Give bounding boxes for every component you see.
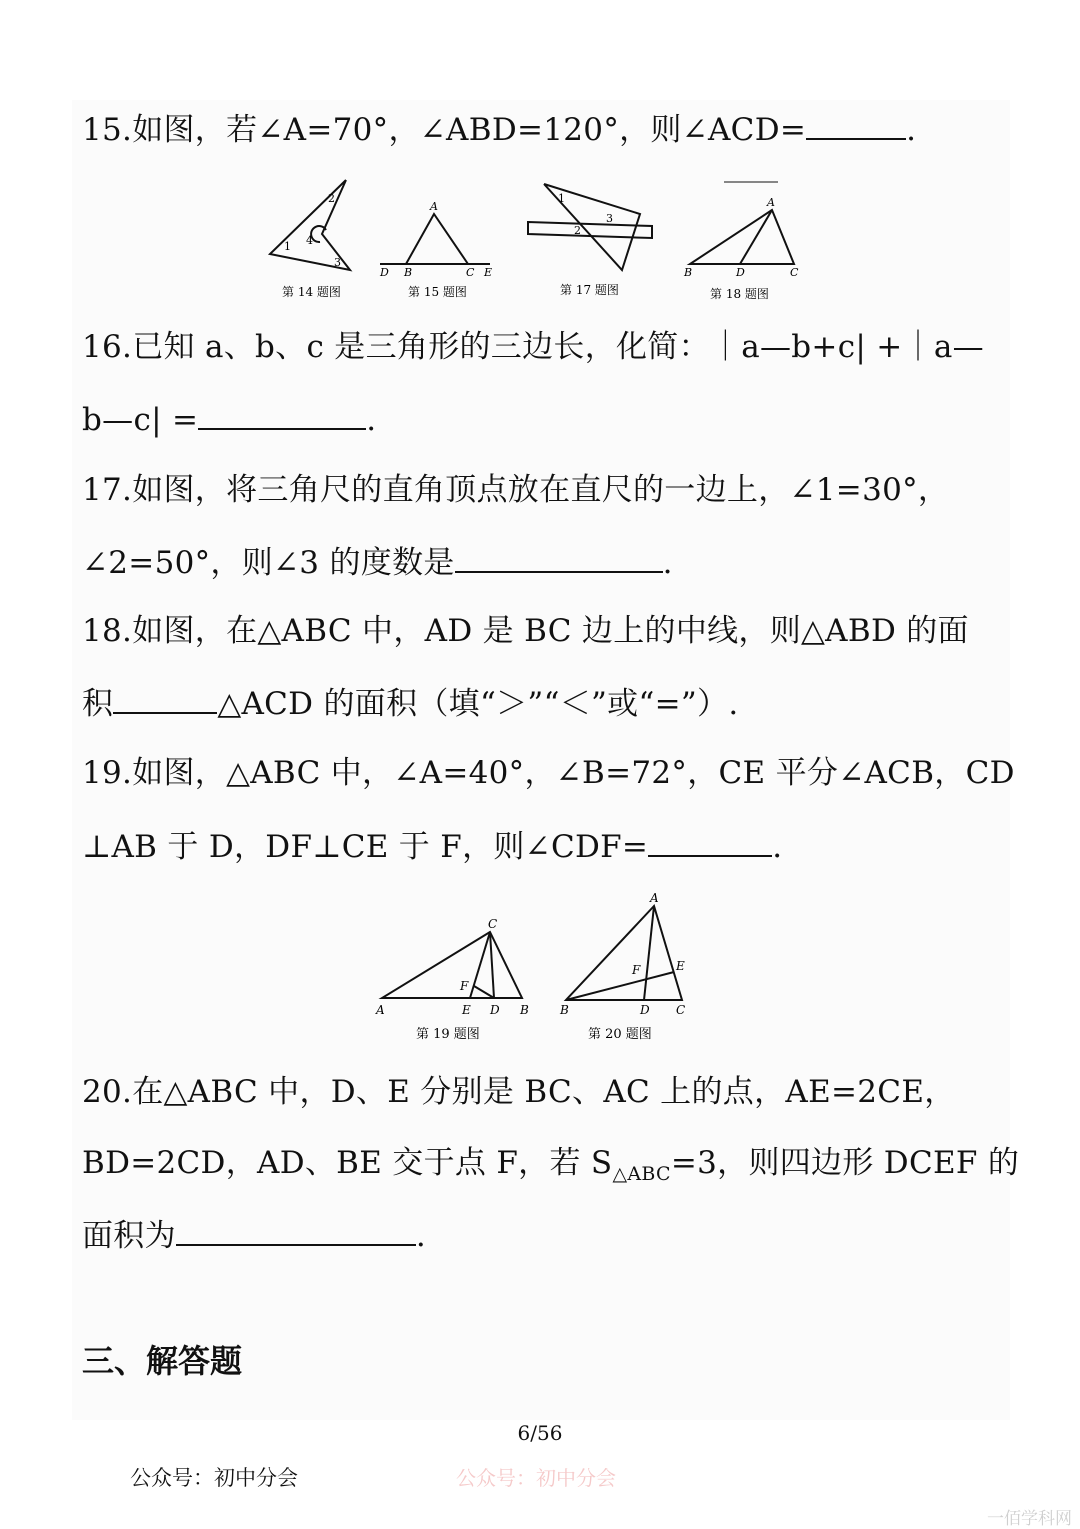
question-16-line2-text: b—c| = xyxy=(82,402,199,438)
page-number: 6/56 xyxy=(517,1421,563,1445)
question-20-line2 xyxy=(82,1143,1019,1194)
fig19-label-D: D xyxy=(490,1003,500,1017)
figure-20 xyxy=(566,906,682,1000)
figures-row-bottom xyxy=(370,888,700,1048)
question-19-line2 xyxy=(82,825,782,867)
question-17-end: . xyxy=(662,545,673,581)
footer-watermark: 公众号：初中分会 xyxy=(456,1466,616,1490)
figure-18 xyxy=(690,182,794,264)
fig17-caption: 第 17 题图 xyxy=(560,283,619,297)
question-19-end: . xyxy=(772,829,783,865)
fig19-label-A: A xyxy=(376,1003,385,1017)
fig17-label-3: 3 xyxy=(606,212,613,225)
answer-blank-20[interactable] xyxy=(176,1214,416,1246)
answer-blank-18[interactable] xyxy=(113,682,217,714)
fig19-label-C: C xyxy=(488,917,498,931)
footer-account: 公众号：初中分会 xyxy=(130,1466,298,1490)
fig18-label-D: D xyxy=(736,266,745,279)
fig15-caption: 第 15 题图 xyxy=(408,285,467,299)
fig15-label-D: D xyxy=(380,266,389,279)
answer-blank-17[interactable] xyxy=(455,541,663,573)
question-20-end: . xyxy=(415,1218,427,1254)
fig19-caption: 第 19 题图 xyxy=(416,1027,480,1042)
question-18-line2-start: 积 xyxy=(82,686,114,722)
question-20-line2-start: BD=2CD，AD、BE 交于点 F，若 S xyxy=(82,1145,613,1181)
fig20-label-E: E xyxy=(676,959,685,973)
fig19-label-B: B xyxy=(520,1003,529,1017)
question-15-end: . xyxy=(906,112,917,148)
question-20-line2-end: =3，则四边形 DCEF 的 xyxy=(670,1145,1020,1181)
fig19-label-F: F xyxy=(460,979,469,993)
fig20-label-C: C xyxy=(676,1003,686,1017)
question-20-line3 xyxy=(82,1214,426,1256)
fig18-caption: 第 18 题图 xyxy=(710,287,769,301)
fig19-label-E: E xyxy=(462,1003,471,1017)
fig17-label-1: 1 xyxy=(558,192,565,205)
question-20-line1: 20.在△ABC 中，D、E 分别是 BC、AC 上的点，AE=2CE， xyxy=(82,1074,956,1110)
question-18-line2 xyxy=(82,682,738,724)
question-19-line2-text: ⊥AB 于 D，DF⊥CE 于 F，则∠CDF= xyxy=(82,829,649,865)
fig20-label-F: F xyxy=(632,963,641,977)
question-16-line1: 16.已知 a、b、c 是三角形的三边长，化简：｜a—b+c| +｜a— xyxy=(82,329,984,365)
area-subscript: △ABC xyxy=(612,1163,671,1186)
fig15-label-A: A xyxy=(430,200,438,213)
question-15 xyxy=(82,108,916,150)
fig15-label-C: C xyxy=(466,266,475,279)
figure-15 xyxy=(380,214,490,264)
fig17-label-2: 2 xyxy=(574,224,581,237)
question-17-line2 xyxy=(82,541,673,583)
figures-row-top xyxy=(262,172,822,307)
question-18-line1: 18.如图，在△ABC 中，AD 是 BC 边上的中线，则△ABD 的面 xyxy=(82,613,969,649)
question-19-line1: 19.如图，△ABC 中，∠A=40°，∠B=72°，CE 平分∠ACB，CD xyxy=(82,755,1015,791)
fig15-label-E: E xyxy=(484,266,493,279)
fig20-label-B: B xyxy=(560,1003,569,1017)
section-heading: 三、解答题 xyxy=(82,1342,243,1380)
answer-blank-19[interactable] xyxy=(648,825,772,857)
answer-blank-16[interactable] xyxy=(198,398,366,430)
fig14-label-2: 2 xyxy=(328,192,335,205)
site-watermark: 一佰学科网 xyxy=(987,1509,1072,1529)
figure-19 xyxy=(382,932,522,998)
question-16-end: . xyxy=(366,402,377,438)
question-20-line3-text: 面积为 xyxy=(82,1218,176,1254)
fig20-label-A: A xyxy=(650,891,659,905)
fig18-label-B: B xyxy=(684,266,693,279)
question-18-line2-end: △ACD 的面积（填“＞”“＜”或“=”）. xyxy=(217,686,739,722)
question-15-text: 15.如图，若∠A=70°，∠ABD=120°，则∠ACD= xyxy=(82,112,807,148)
fig20-label-D: D xyxy=(640,1003,650,1017)
question-16-line2 xyxy=(82,398,376,440)
figure-17 xyxy=(528,184,652,270)
fig14-caption: 第 14 题图 xyxy=(282,285,341,299)
fig14-label-4: 4 xyxy=(306,234,313,247)
question-17-line1: 17.如图，将三角尺的直角顶点放在直尺的一边上，∠1=30°， xyxy=(82,472,950,508)
fig14-label-1: 1 xyxy=(284,240,291,253)
fig14-label-3: 3 xyxy=(334,256,341,269)
fig18-label-A: A xyxy=(767,196,775,209)
fig20-caption: 第 20 题图 xyxy=(588,1027,652,1042)
fig18-label-C: C xyxy=(790,266,799,279)
fig15-label-B: B xyxy=(404,266,413,279)
question-17-line2-text: ∠2=50°，则∠3 的度数是 xyxy=(82,545,455,581)
answer-blank-15[interactable] xyxy=(806,108,906,140)
